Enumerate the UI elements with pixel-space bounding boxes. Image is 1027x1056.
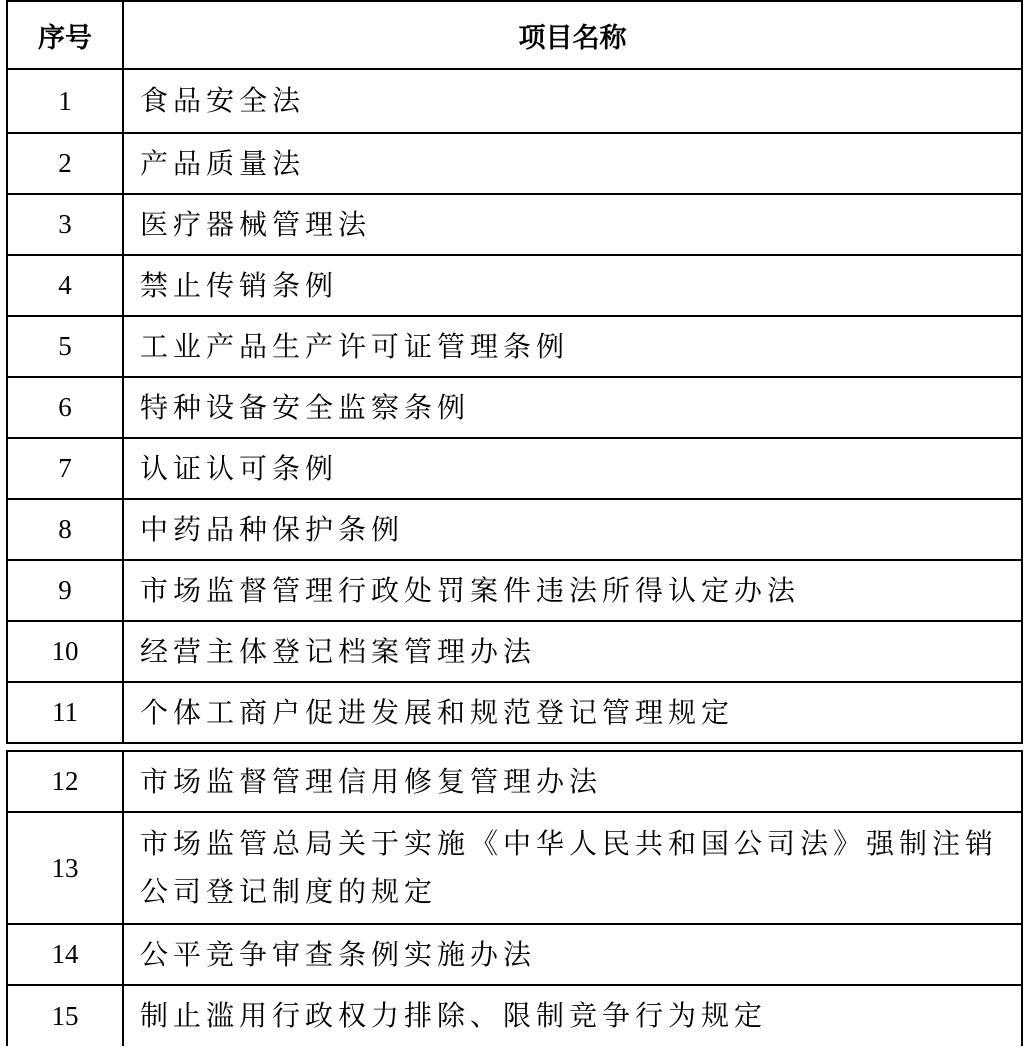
row-item-name: 公平竞争审查条例实施办法 [123, 924, 1022, 985]
row-item-name: 特种设备安全监察条例 [123, 377, 1022, 438]
row-item-name: 市场监督管理行政处罚案件违法所得认定办法 [123, 560, 1022, 621]
row-number: 9 [7, 560, 123, 621]
row-number: 13 [7, 812, 123, 924]
table-row [7, 560, 1022, 621]
table-row [7, 682, 1022, 743]
row-item-name: 医疗器械管理法 [123, 194, 1022, 255]
row-number: 2 [7, 133, 123, 194]
row-number: 11 [7, 682, 123, 743]
table-header-row [7, 1, 1022, 69]
row-item-name: 食品安全法 [123, 69, 1022, 133]
table-row [7, 69, 1022, 133]
table-row [7, 812, 1022, 924]
row-item-name: 禁止传销条例 [123, 255, 1022, 316]
table-row [7, 255, 1022, 316]
table-row [7, 133, 1022, 194]
regulation-table-part-1 [6, 0, 1023, 744]
row-number: 15 [7, 985, 123, 1046]
row-number: 3 [7, 194, 123, 255]
row-number: 12 [7, 751, 123, 812]
row-number: 10 [7, 621, 123, 682]
table-row [7, 621, 1022, 682]
column-header-number: 序号 [7, 1, 123, 69]
row-number: 7 [7, 438, 123, 499]
row-item-name: 个体工商户促进发展和规范登记管理规定 [123, 682, 1022, 743]
regulation-table-part-2 [6, 750, 1023, 1046]
row-number: 14 [7, 924, 123, 985]
row-item-name: 制止滥用行政权力排除、限制竞争行为规定 [123, 985, 1022, 1046]
table-row [7, 438, 1022, 499]
row-item-name: 认证认可条例 [123, 438, 1022, 499]
table-row [7, 377, 1022, 438]
row-item-name: 产品质量法 [123, 133, 1022, 194]
row-number: 6 [7, 377, 123, 438]
row-number: 5 [7, 316, 123, 377]
table-row [7, 194, 1022, 255]
table-row [7, 499, 1022, 560]
row-item-name: 中药品种保护条例 [123, 499, 1022, 560]
table-row [7, 985, 1022, 1046]
row-item-name: 工业产品生产许可证管理条例 [123, 316, 1022, 377]
row-item-name: 经营主体登记档案管理办法 [123, 621, 1022, 682]
table-row [7, 751, 1022, 812]
row-item-name: 市场监督管理信用修复管理办法 [123, 751, 1022, 812]
table-row [7, 924, 1022, 985]
row-number: 1 [7, 69, 123, 133]
row-item-name: 市场监管总局关于实施《中华人民共和国公司法》强制注销公司登记制度的规定 [123, 812, 1022, 924]
row-number: 4 [7, 255, 123, 316]
row-number: 8 [7, 499, 123, 560]
table-row [7, 316, 1022, 377]
column-header-name: 项目名称 [123, 1, 1022, 69]
